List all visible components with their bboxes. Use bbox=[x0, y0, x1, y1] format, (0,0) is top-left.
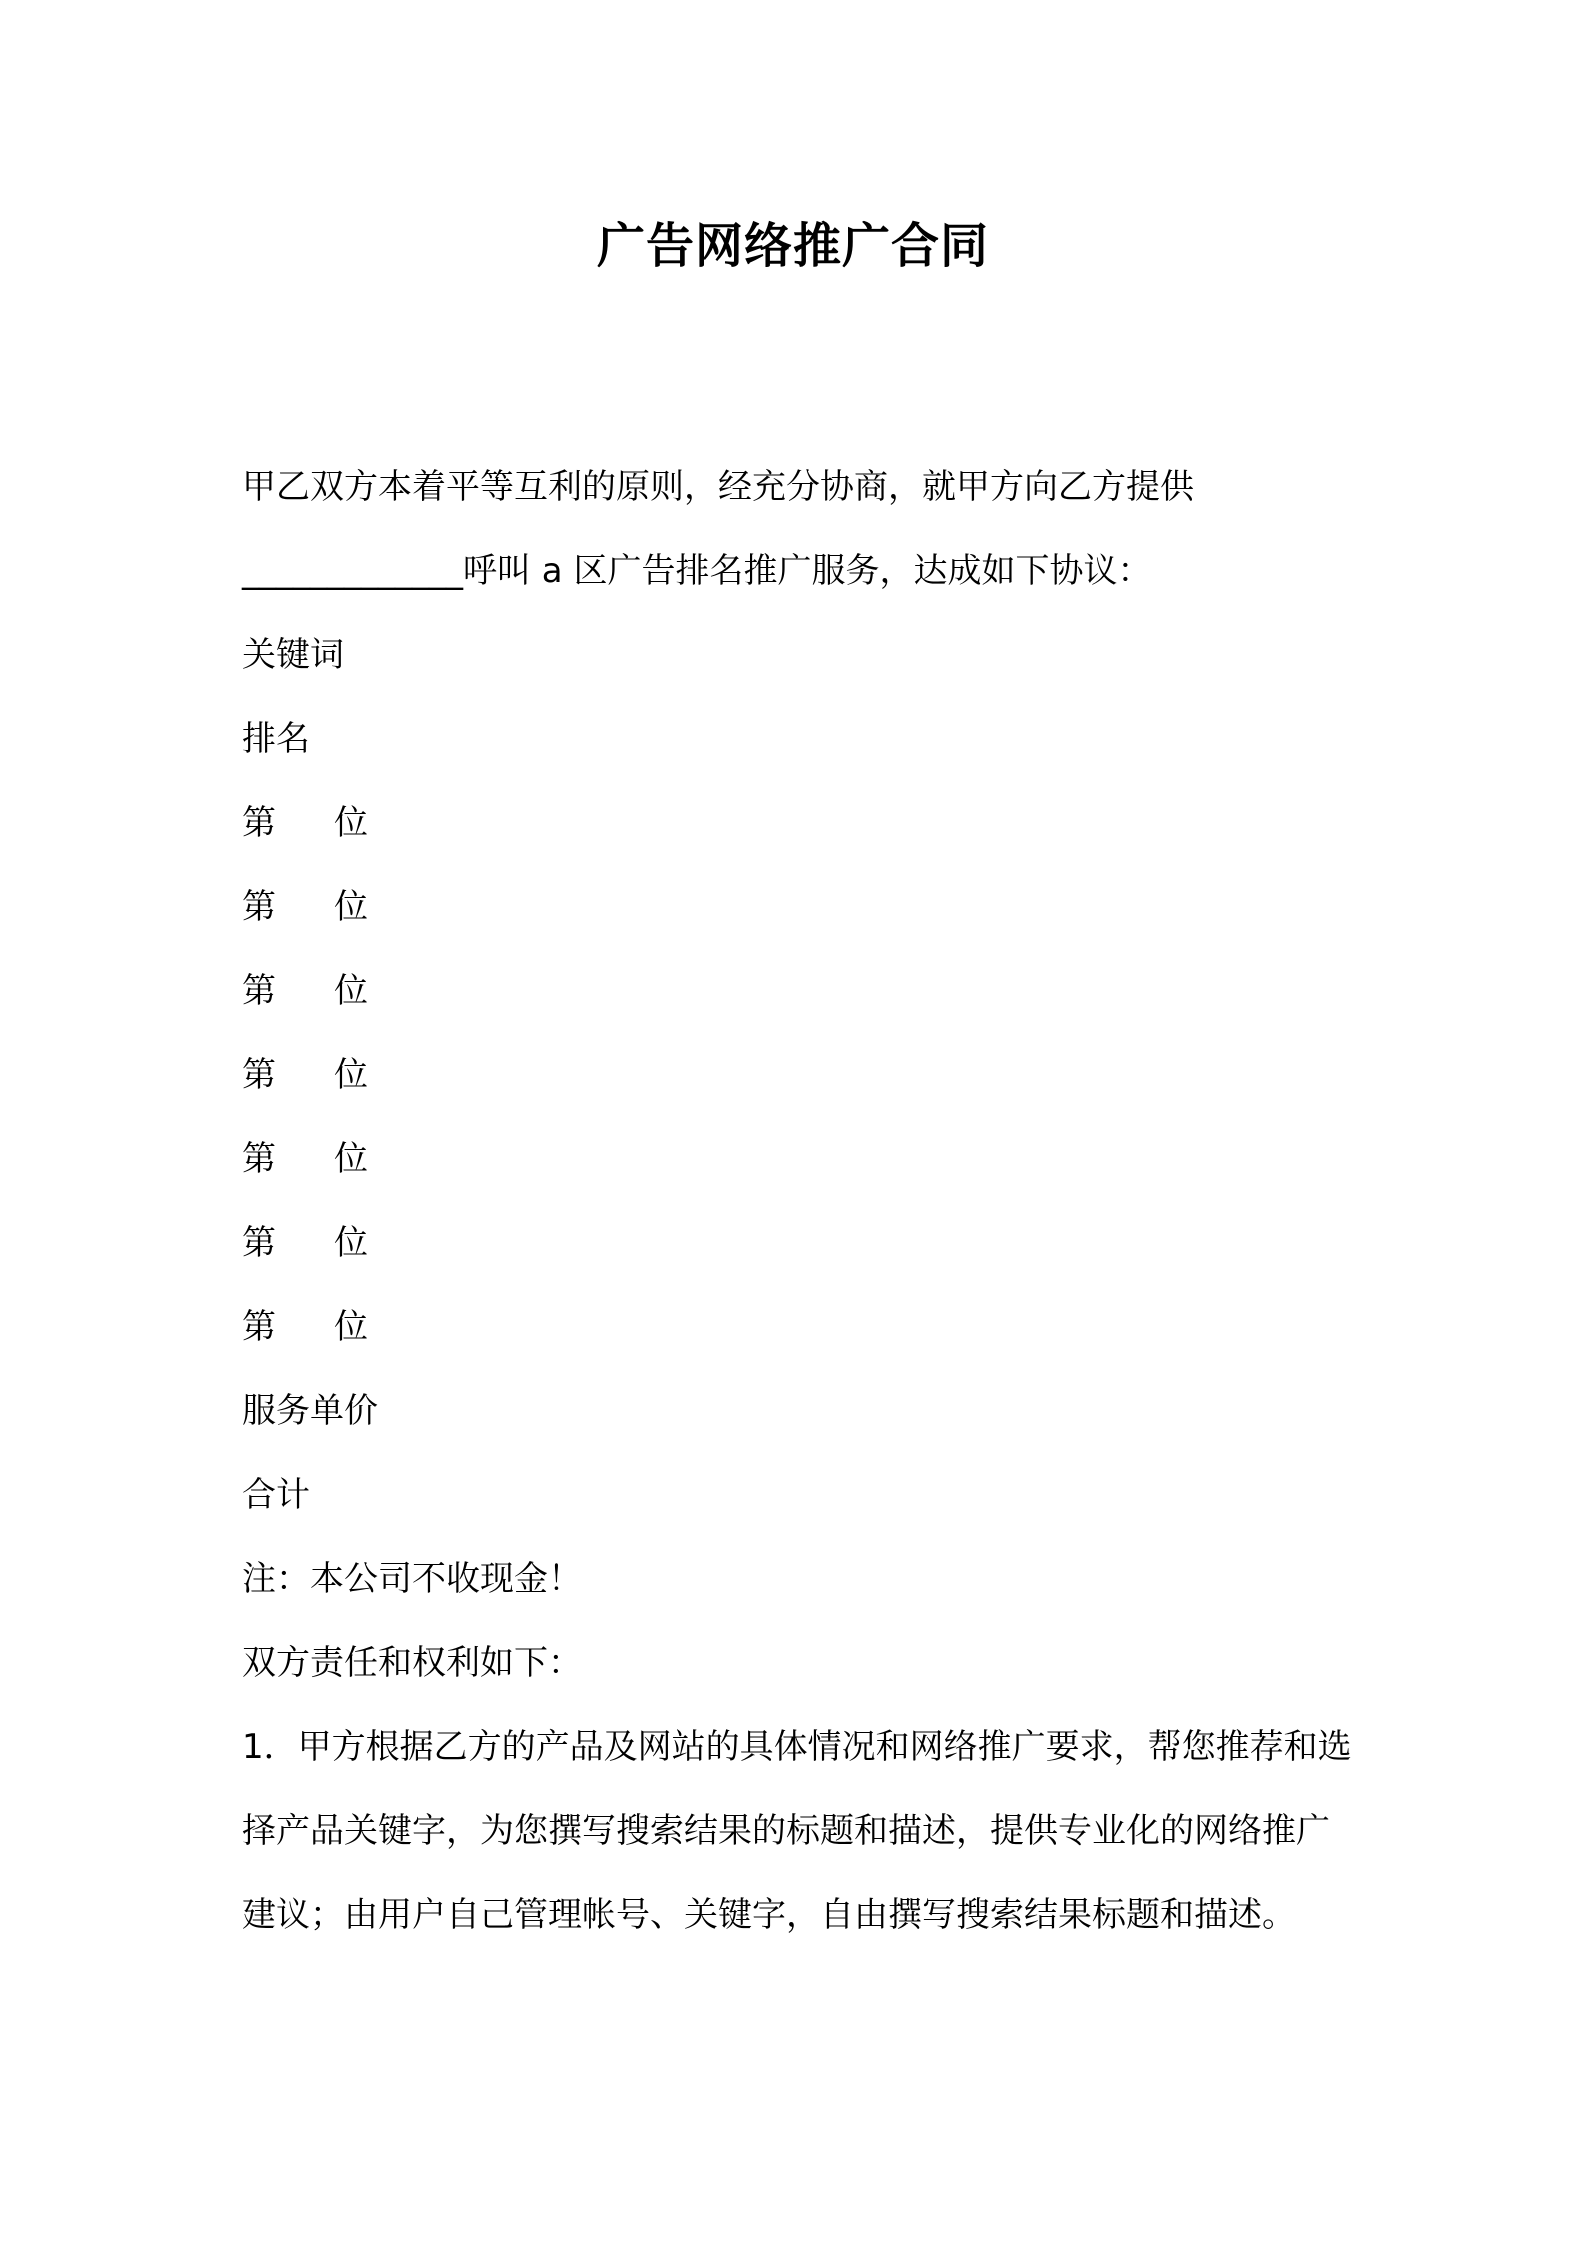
rank-prefix: 第 bbox=[242, 1307, 276, 1347]
rank-prefix: 第 bbox=[242, 803, 276, 843]
document-body bbox=[242, 445, 1362, 1957]
intro-line-2 bbox=[242, 529, 1362, 613]
rank-prefix: 第 bbox=[242, 1139, 276, 1179]
intro-line-2-text: 呼叫 a 区广告排名推广服务，达成如下协议： bbox=[463, 551, 1152, 591]
responsibilities-heading: 双方责任和权利如下： bbox=[242, 1643, 582, 1683]
table-header-keyword: 关键词 bbox=[242, 635, 344, 675]
document-title: 广告网络推广合同 bbox=[596, 218, 989, 274]
cash-note: 注：本公司不收现金！ bbox=[242, 1559, 582, 1599]
rank-suffix: 位 bbox=[334, 1139, 368, 1179]
total-label: 合计 bbox=[242, 1475, 310, 1515]
table-header-rank: 排名 bbox=[242, 719, 310, 759]
rank-row bbox=[242, 949, 1362, 1033]
rank-suffix: 位 bbox=[334, 1055, 368, 1095]
rank-row bbox=[242, 781, 1362, 865]
rank-prefix: 第 bbox=[242, 1223, 276, 1263]
rank-suffix: 位 bbox=[334, 1223, 368, 1263]
rank-prefix: 第 bbox=[242, 1055, 276, 1095]
rank-row bbox=[242, 1033, 1362, 1117]
rank-row bbox=[242, 1201, 1362, 1285]
rank-suffix: 位 bbox=[334, 1307, 368, 1347]
rank-row bbox=[242, 1285, 1362, 1369]
rank-suffix: 位 bbox=[334, 887, 368, 927]
rank-row bbox=[242, 1117, 1362, 1201]
rank-row bbox=[242, 865, 1362, 949]
unit-price-label: 服务单价 bbox=[242, 1391, 378, 1431]
rank-prefix: 第 bbox=[242, 887, 276, 927]
rank-suffix: 位 bbox=[334, 803, 368, 843]
rank-prefix: 第 bbox=[242, 971, 276, 1011]
clause-1: 1．甲方根据乙方的产品及网站的具体情况和网络推广要求，帮您推荐和选择产品关键字，为您撰写搜索结果的标题和描述，提供专业化的网络推广建议；由用户自己管理帐号、关键字，自由撰写搜索结果标题和描述。 bbox=[242, 1727, 1352, 1935]
intro-line-1: 甲乙双方本着平等互利的原则，经充分协商，就甲方向乙方提供 bbox=[242, 467, 1194, 507]
fill-in-blank: _____________ bbox=[242, 551, 463, 591]
rank-suffix: 位 bbox=[334, 971, 368, 1011]
